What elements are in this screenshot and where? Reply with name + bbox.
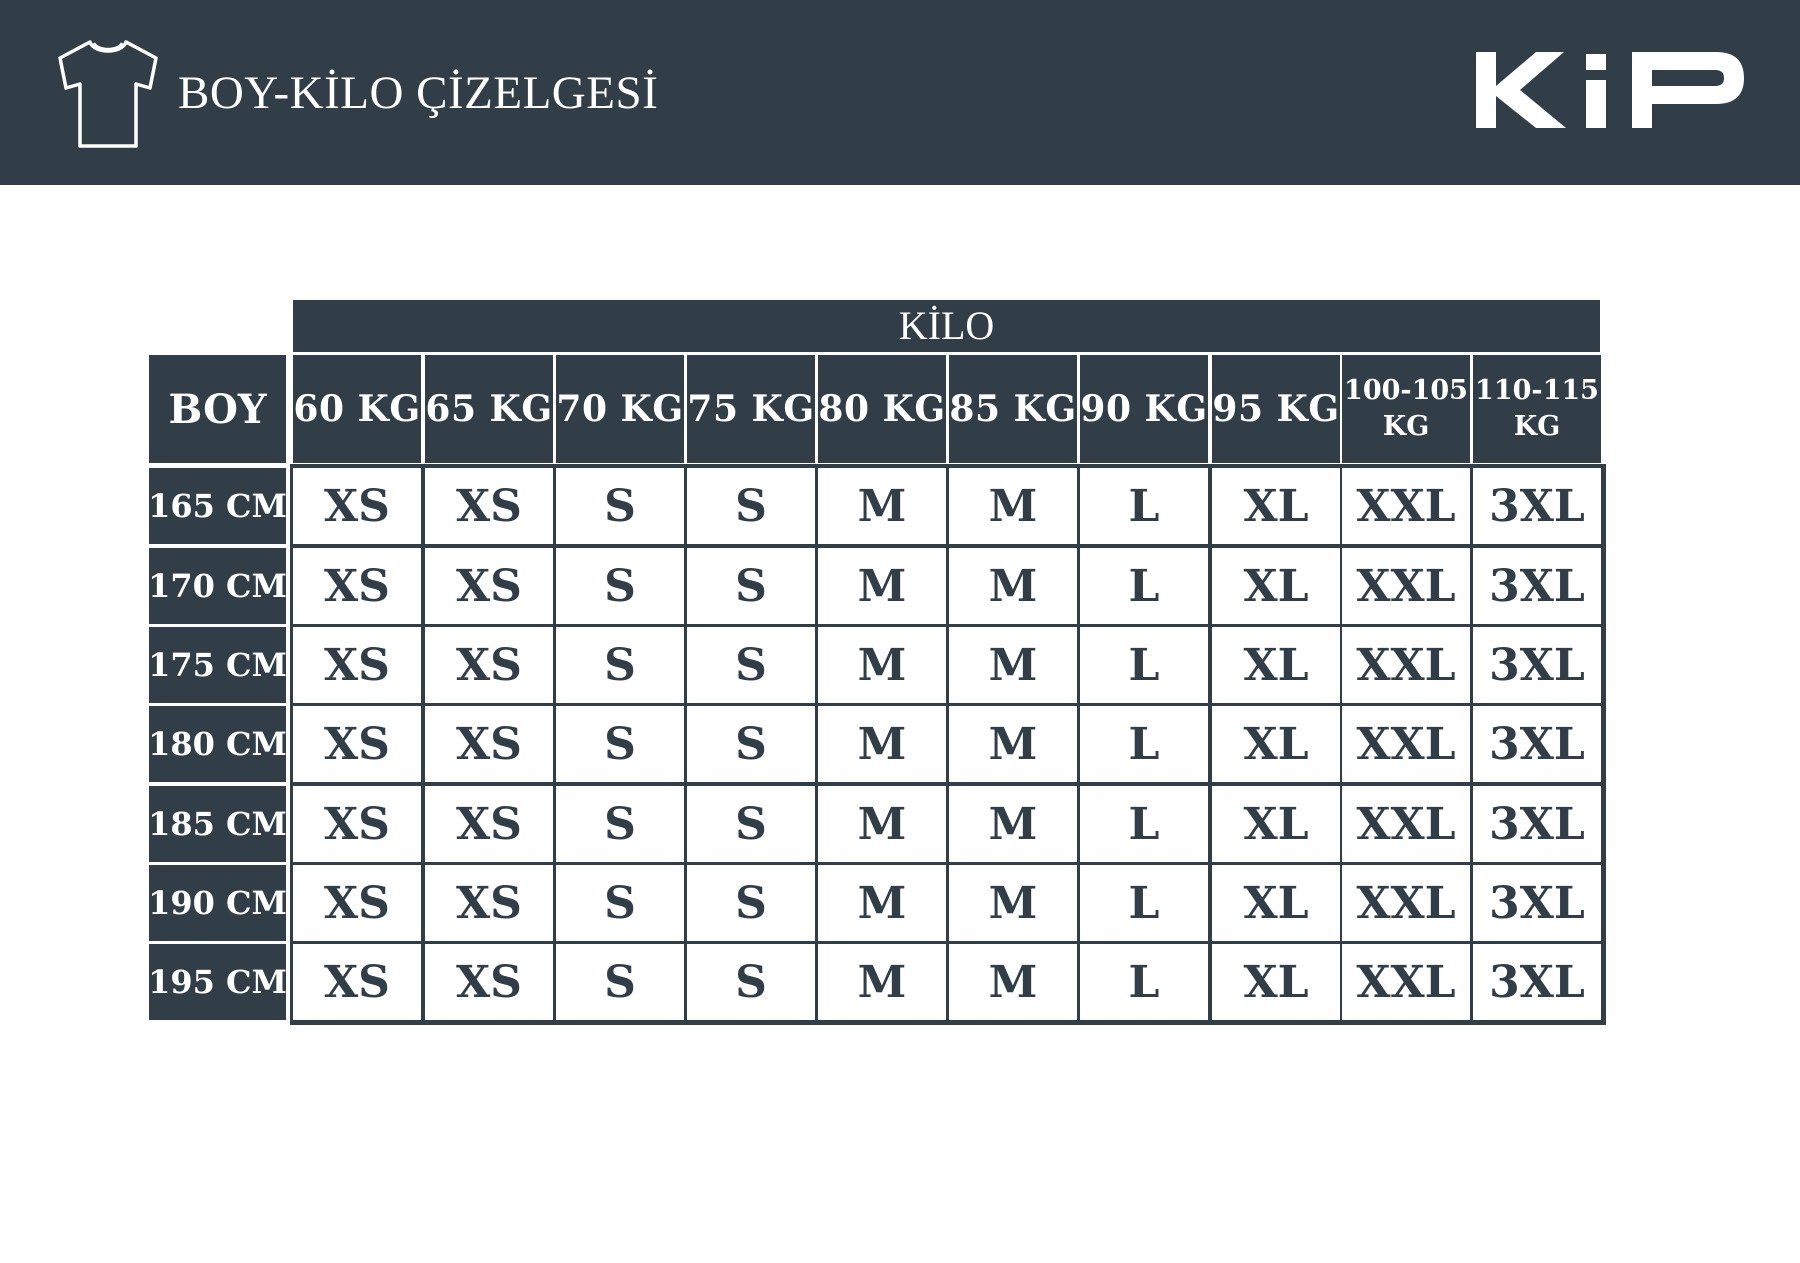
size-cell: 3XL	[1473, 786, 1601, 862]
size-cell: XXL	[1342, 468, 1470, 544]
t-shirt-icon	[56, 38, 160, 150]
size-cell: S	[556, 548, 684, 624]
size-cell: L	[1080, 548, 1208, 624]
size-cell: M	[818, 865, 946, 941]
size-cell: M	[818, 944, 946, 1020]
size-cell: 3XL	[1473, 548, 1601, 624]
column-header: 75 KG	[687, 355, 815, 463]
size-cell: S	[687, 548, 815, 624]
column-header: 95 KG	[1212, 355, 1340, 463]
size-cell: S	[687, 786, 815, 862]
size-cell: XS	[425, 548, 553, 624]
column-header: 60 KG	[293, 355, 421, 463]
size-grid	[290, 464, 1606, 1025]
size-cell: M	[949, 786, 1077, 862]
row-header: 190 CM	[149, 865, 286, 941]
size-cell: S	[556, 627, 684, 703]
row-header: 195 CM	[149, 944, 286, 1020]
size-cell: M	[949, 865, 1077, 941]
size-cell: XXL	[1342, 548, 1470, 624]
size-cell: XL	[1212, 944, 1340, 1020]
size-cell: XS	[425, 944, 553, 1020]
size-cell: XL	[1212, 548, 1340, 624]
size-cell: S	[687, 706, 815, 782]
boy-header: BOY	[149, 355, 286, 463]
size-cell: L	[1080, 627, 1208, 703]
size-cell: L	[1080, 468, 1208, 544]
row-header: 175 CM	[149, 627, 286, 703]
size-cell: M	[949, 548, 1077, 624]
size-cell: XS	[293, 865, 421, 941]
size-cell: XXL	[1342, 865, 1470, 941]
size-cell: S	[556, 865, 684, 941]
size-cell: XL	[1212, 865, 1340, 941]
size-cell: XXL	[1342, 786, 1470, 862]
size-cell: S	[556, 786, 684, 862]
row-header: 170 CM	[149, 548, 286, 624]
size-cell: XS	[425, 786, 553, 862]
size-cell: S	[687, 944, 815, 1020]
size-cell: XS	[425, 627, 553, 703]
size-cell: S	[687, 627, 815, 703]
column-header: 80 KG	[818, 355, 946, 463]
size-cell: XS	[425, 706, 553, 782]
column-header: 100-105 KG	[1342, 355, 1470, 463]
size-cell: XS	[293, 548, 421, 624]
size-cell: S	[687, 865, 815, 941]
size-cell: XL	[1212, 468, 1340, 544]
column-header: 90 KG	[1080, 355, 1208, 463]
size-cell: L	[1080, 706, 1208, 782]
size-cell: M	[949, 627, 1077, 703]
kilo-header: KİLO	[293, 300, 1600, 352]
column-header: 70 KG	[556, 355, 684, 463]
size-cell: S	[556, 944, 684, 1020]
size-cell: S	[556, 706, 684, 782]
size-cell: 3XL	[1473, 468, 1601, 544]
size-cell: 3XL	[1473, 944, 1601, 1020]
size-cell: XS	[293, 944, 421, 1020]
size-cell: L	[1080, 944, 1208, 1020]
size-cell: XS	[293, 706, 421, 782]
size-cell: S	[687, 468, 815, 544]
size-cell: M	[818, 468, 946, 544]
size-cell: M	[818, 786, 946, 862]
size-cell: L	[1080, 786, 1208, 862]
column-header: 85 KG	[949, 355, 1077, 463]
column-header: 110-115 KG	[1473, 355, 1601, 463]
size-cell: 3XL	[1473, 706, 1601, 782]
size-cell: M	[949, 944, 1077, 1020]
size-cell: 3XL	[1473, 627, 1601, 703]
size-cell: XS	[425, 865, 553, 941]
size-cell: XXL	[1342, 627, 1470, 703]
size-cell: XS	[425, 468, 553, 544]
row-header: 165 CM	[149, 468, 286, 544]
size-cell: 3XL	[1473, 865, 1601, 941]
size-cell: M	[818, 548, 946, 624]
size-cell: XS	[293, 786, 421, 862]
size-cell: XL	[1212, 706, 1340, 782]
size-cell: XXL	[1342, 706, 1470, 782]
kip-logo	[1474, 50, 1746, 130]
size-cell: S	[556, 468, 684, 544]
page-title: BOY-KİLO ÇİZELGESİ	[178, 67, 659, 119]
size-cell: M	[949, 468, 1077, 544]
size-cell: M	[818, 627, 946, 703]
size-cell: XS	[293, 627, 421, 703]
column-header: 65 KG	[425, 355, 553, 463]
size-cell: M	[818, 706, 946, 782]
size-cell: XS	[293, 468, 421, 544]
row-header: 180 CM	[149, 706, 286, 782]
size-cell: XL	[1212, 627, 1340, 703]
size-cell: M	[949, 706, 1077, 782]
header-bar	[0, 0, 1800, 185]
size-cell: XXL	[1342, 944, 1470, 1020]
size-cell: L	[1080, 865, 1208, 941]
size-cell: XL	[1212, 786, 1340, 862]
row-header: 185 CM	[149, 786, 286, 862]
